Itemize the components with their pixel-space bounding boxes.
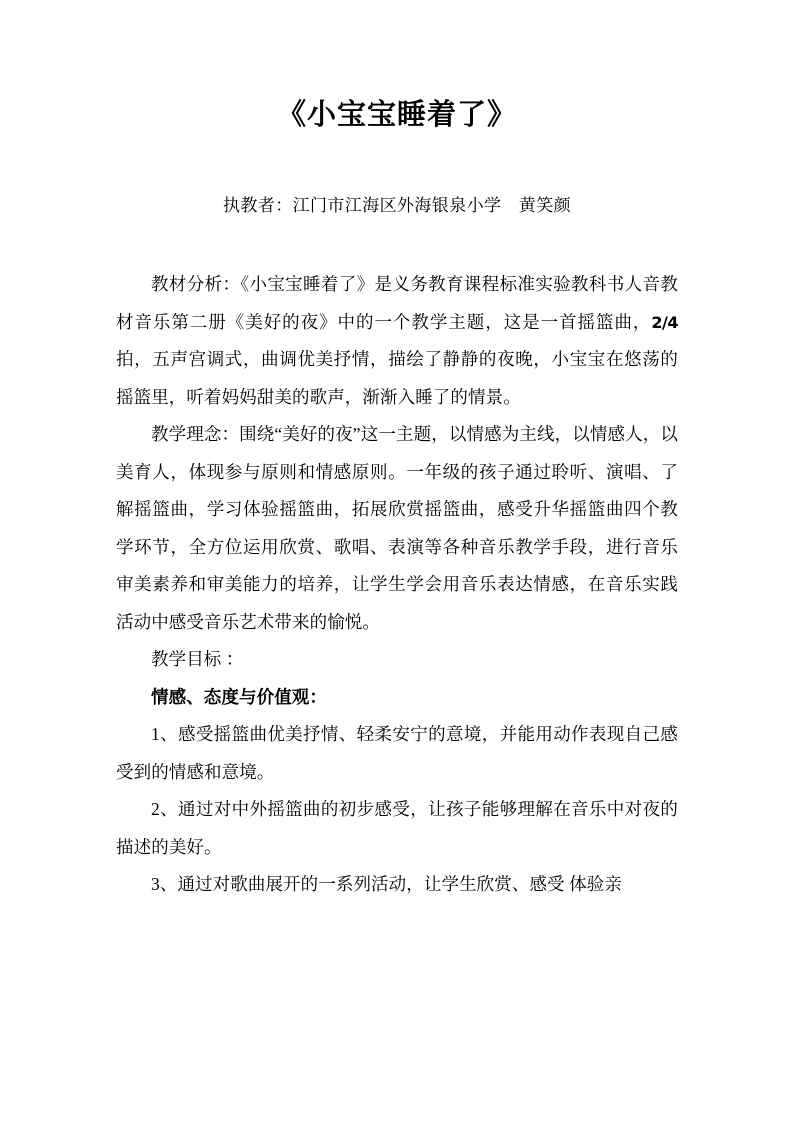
material-analysis-text-before-meter: 教材分析：《小宝宝睡着了》是义务教育课程标准实验教科书人音教材音乐第二册《美好的夜》中的一个教学主题，这是一首摇篮曲，: [116, 274, 678, 332]
objective-item: 3、通过对歌曲展开的一系列活动，让学生欣赏、感受 体验亲: [151, 874, 622, 894]
teaching-philosophy-paragraph: 教学理念：围绕“美好的夜”这一主题，以情感为主线，以情感人，以美育人，体现参与原则和情感原则。一年级的孩子通过聆听、演唱、了解摇篮曲，学习体验摇篮曲，拓展欣赏摇篮曲，感受升华摇篮曲四个教学环节，全方位运用欣赏、歌唱、表演等各种音乐教学手段，进行音乐审美素养和审美能力的培养，让学生学会用音乐表达情感，在音乐实践活动中感受音乐艺术带来的愉悦。: [116, 424, 678, 632]
page-title: 《小宝宝睡着了》: [276, 97, 517, 131]
objective-item: 1、感受摇篮曲优美抒情、轻柔安宁的意境，并能用动作表现自己感受到的情感和意境。: [116, 724, 678, 782]
objective-item: 2、通过对中外摇篮曲的初步感受，让孩子能够理解在音乐中对夜的描述的美好。: [116, 799, 678, 857]
objectives-heading: 教学目标 ：: [151, 649, 244, 669]
instructor-line: 执教者：江门市江海区外海银泉小学 黄笑颜: [223, 196, 571, 215]
document-body: [116, 214, 678, 904]
material-analysis-text-after-meter: 拍，五声宫调式，曲调优美抒情，描绘了静静的夜晚，小宝宝在悠荡的摇篮里，听着妈妈甜美的歌声，渐渐入睡了的情景。: [116, 349, 678, 407]
page-content: [116, 0, 678, 904]
time-signature: 2/4: [651, 312, 678, 332]
material-analysis-paragraph: [116, 266, 678, 416]
objectives-subheading: 情感、态度与价值观：: [151, 686, 327, 707]
